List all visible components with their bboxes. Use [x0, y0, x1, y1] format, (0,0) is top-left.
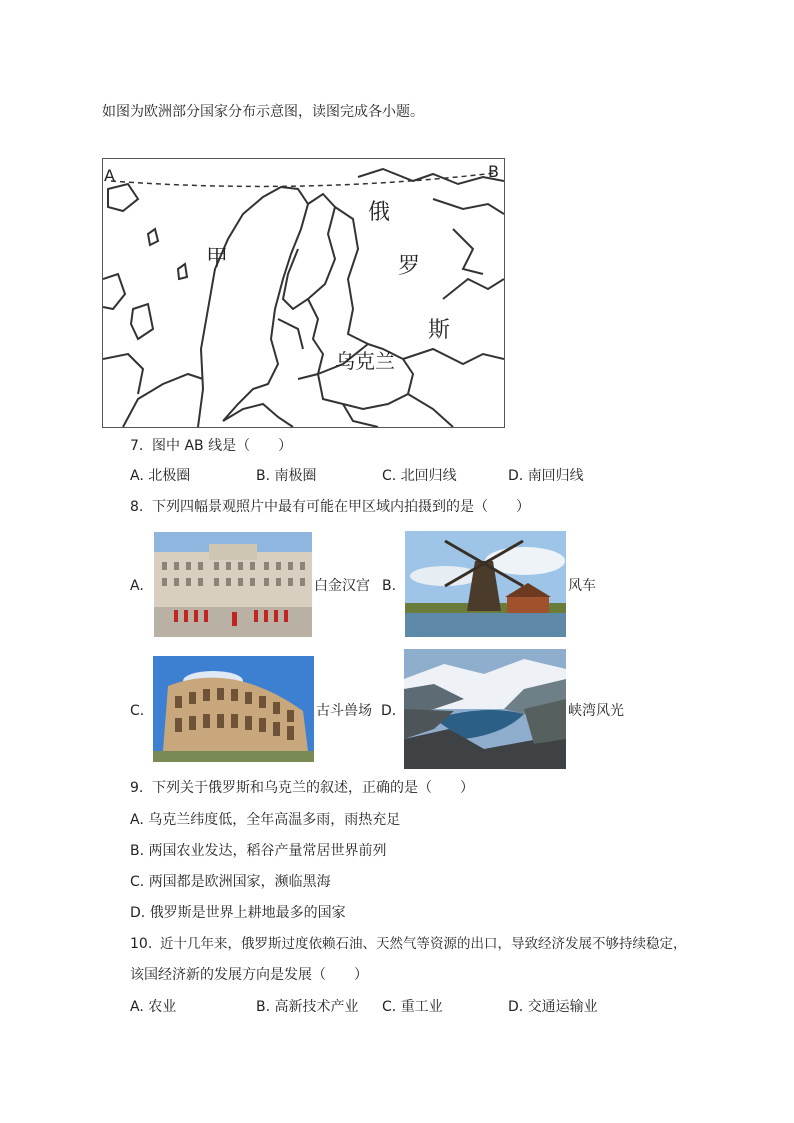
map-label-russia-3: 斯: [428, 318, 451, 343]
q8-option-a-caption: 白金汉宫: [314, 578, 370, 594]
q7-option-b: B. 南极圈: [256, 468, 317, 484]
q9-stem: 下列关于俄罗斯和乌克兰的叙述，正确的是（ ）: [152, 780, 474, 796]
q7-stem: 图中 AB 线是（ ）: [152, 438, 293, 454]
buckingham-palace-photo: [154, 532, 312, 637]
q9-option-b: B. 两国农业发达，稻谷产量常居世界前列: [130, 843, 387, 859]
q7-number: 7.: [130, 438, 144, 454]
europe-map-drawing: [103, 159, 504, 427]
q8-option-b-letter: B.: [382, 578, 397, 594]
q9-option-a: A. 乌克兰纬度低，全年高温多雨，雨热充足: [130, 812, 401, 828]
q7-option-a: A. 北极圈: [130, 468, 191, 484]
map-label-b: B: [488, 162, 499, 181]
q8-option-c-letter: C.: [130, 703, 145, 719]
q9-option-d: D. 俄罗斯是世界上耕地最多的国家: [130, 905, 346, 921]
q8-stem: 下列四幅景观照片中最有可能在甲区域内拍摄到的是（ ）: [152, 499, 530, 515]
q8-option-d-caption: 峡湾风光: [568, 703, 624, 719]
q8-option-a-letter: A.: [130, 578, 144, 594]
map-label-russia-1: 俄: [368, 200, 391, 225]
q9-number: 9.: [130, 780, 144, 796]
colosseum-photo: [153, 656, 314, 762]
map-label-jia: 甲: [206, 246, 229, 271]
q10-stem-line2: 该国经济新的发展方向是发展（ ）: [130, 967, 368, 983]
fjord-photo: [404, 649, 566, 769]
q8-option-c-caption: 古斗兽场: [316, 703, 372, 719]
q8-number: 8.: [130, 499, 144, 515]
q10-number: 10.: [130, 936, 153, 952]
intro-text: 如图为欧洲部分国家分布示意图，读图完成各小题。: [102, 104, 424, 120]
map-label-ukraine: 乌克兰: [335, 349, 395, 373]
q8-option-d-letter: D.: [381, 703, 397, 719]
q10-stem-line1: 近十几年来，俄罗斯过度依赖石油、天然气等资源的出口，导致经济发展不够持续稳定，: [160, 936, 687, 952]
q10-option-d: D. 交通运输业: [508, 999, 598, 1015]
europe-map: [102, 158, 505, 428]
q9-option-c: C. 两国都是欧洲国家，濒临黑海: [130, 874, 331, 890]
q10-option-a: A. 农业: [130, 999, 177, 1015]
q7-option-c: C. 北回归线: [382, 468, 457, 484]
map-label-a: A: [104, 166, 115, 185]
q8-option-b-caption: 风车: [568, 578, 596, 594]
q10-option-c: C. 重工业: [382, 999, 443, 1015]
q10-option-b: B. 高新技术产业: [256, 999, 359, 1015]
map-label-russia-2: 罗: [398, 254, 421, 279]
q7-option-d: D. 南回归线: [508, 468, 584, 484]
windmill-photo: [405, 531, 566, 637]
